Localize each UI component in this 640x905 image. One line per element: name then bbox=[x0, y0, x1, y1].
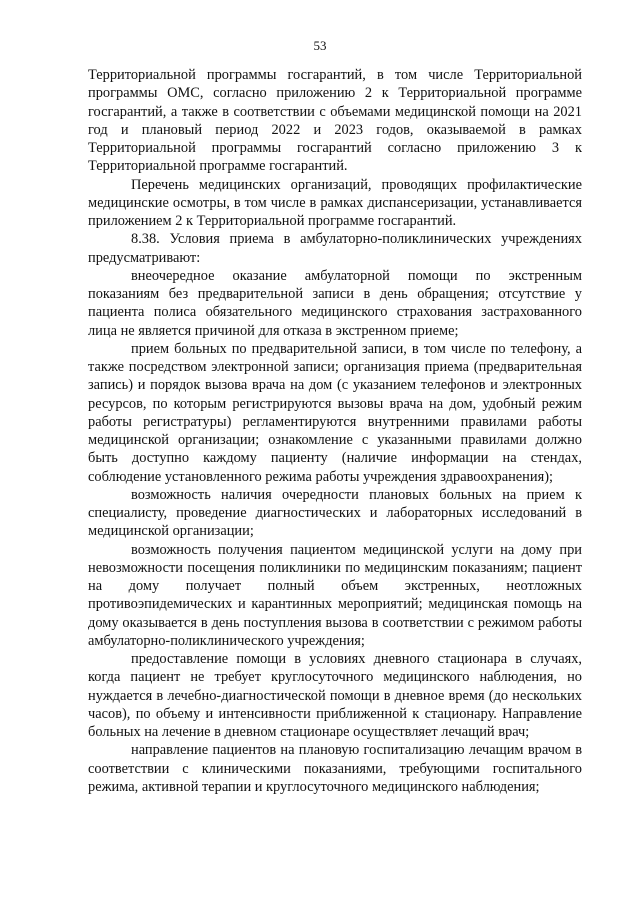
paragraph-planned-queue: возможность наличия очередности плановых больных на прием к специалисту, проведение диагностических и лабораторных исследований в медицинской организации; bbox=[88, 486, 582, 540]
document-body bbox=[88, 66, 582, 796]
paragraph-appointment-booking: прием больных по предварительной записи, в том числе по телефону, а также посредством электронной записи; организация приема (предварительная запись) и порядок вызова врача на дом (с указанием телефонов и электронных ресурсов, по которым регистрируются вызовы врача на дом, удобный режим работы регистратуры) регламентируются внутренними правилами работы медицинской организации; ознакомление с указанными правилами должно быть доступно каждому пациенту (наличие информации на стендах, соблюдение установленного режима работы учреждения здравоохранения); bbox=[88, 340, 582, 485]
paragraph-planned-hospitalization: направление пациентов на плановую госпитализацию лечащим врачом в соответствии с клиническими показаниями, требующими госпитального режима, активной терапии и круглосуточного медицинского наблюдения; bbox=[88, 742, 582, 795]
page-number: 53 bbox=[313, 38, 327, 53]
paragraph-continuation: Территориальной программы госгарантий, в том числе Территориальной программы ОМС, согласно приложению 2 к Территориальной программе госгарантий, а также в соответствии с объемами медицинской помощи на 2021 год и плановый период 2022 и 2023 годов, оказываемой в рамках Территориальной программы госгарантий согласно приложению 3 к Территориальной программе госгарантий. bbox=[88, 67, 582, 175]
paragraph-section-8-38: 8.38. Условия приема в амбулаторно-поликлинических учреждениях предусматривают: bbox=[88, 231, 582, 266]
paragraph-home-care: возможность получения пациентом медицинской услуги на дому при невозможности посещения поликлиники по медицинским показаниям; пациент на дому получает полный объем экстренных, неотложных противоэпидемических и карантинных мероприятий; медицинская помощь на дому оказывается в день поступления вызова в соответствии с режимом работы амбулаторно-поликлинического учреждения; bbox=[88, 541, 582, 649]
paragraph-preventive-exams: Перечень медицинских организаций, проводящих профилактические медицинские осмотры, в том числе в рамках диспансеризации, устанавливается приложением 2 к Территориальной программе госгарантий. bbox=[88, 176, 582, 229]
paragraph-emergency-care: внеочередное оказание амбулаторной помощи по экстренным показаниям без предварительной записи в день обращения; отсутствие у пациента полиса обязательного медицинского страхования застрахованного лица не является причиной для отказа в экстренном приеме; bbox=[88, 267, 582, 339]
paragraph-day-hospital: предоставление помощи в условиях дневного стационара в случаях, когда пациент не требует круглосуточного медицинского наблюдения, но нуждается в лечебно-диагностической помощи в дневное время (до нескольких часов), по объему и интенсивности приближенной к стационару. Направление больных на лечение в дневном стационаре осуществляет лечащий врач; bbox=[88, 651, 582, 740]
